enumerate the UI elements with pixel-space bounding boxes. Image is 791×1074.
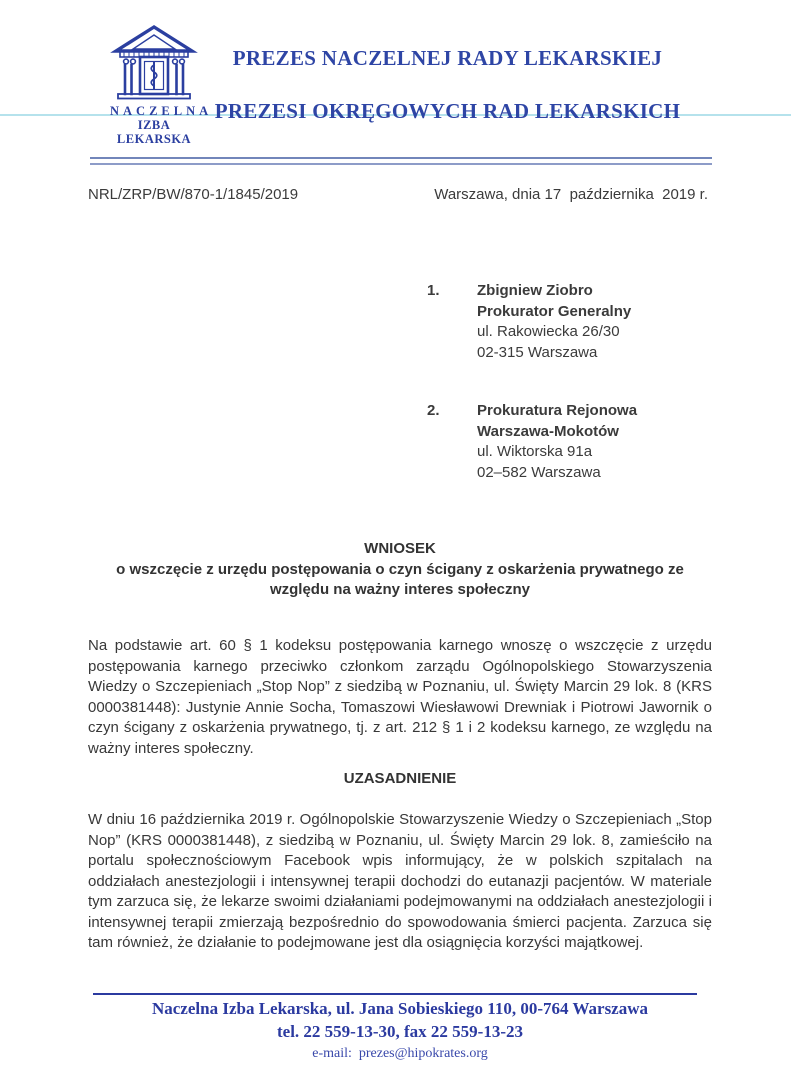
footer-phone-fax: tel. 22 559-13-30, fax 22 559-13-23 — [277, 1021, 523, 1041]
addressee-number: 2. — [427, 402, 440, 419]
subject-title: WNIOSEK — [364, 540, 436, 557]
addressee-block-1 — [427, 281, 631, 363]
body-paragraph-1: Na podstawie art. 60 § 1 kodeksu postępowania karnego wnoszę o wszczęcie z urzędu postępowania karnego przeciwko członkom zarządu Ogólnopolskiego Stowarzyszenia Wiedzy o Szczepieniach „Stop Nop” z siedzibą w Poznaniu, ul. Święty Marcin 29 lok. 8 (KRS 0000381448): Justynie Annie Socha, Tomaszowi Wiesławowi Drewniak i Piotrowi Jawornik o czyn ścigany z oskarżenia prywatnego, tj. z art. 212 § 1 i 2 kodeksu karnego, ze względu na ważny interes społeczny. — [88, 637, 712, 757]
footer-address: Naczelna Izba Lekarska, ul. Jana Sobieskiego 110, 00-764 Warszawa — [151, 999, 649, 1018]
medical-chamber-temple-icon — [110, 24, 198, 102]
subject-block — [88, 539, 712, 601]
addressee-number: 1. — [427, 282, 440, 299]
footer-block — [70, 998, 730, 1064]
addressee-name: Zbigniew Ziobro — [477, 282, 593, 299]
nil-emblem — [106, 24, 213, 146]
place-and-date: Warszawa, dnia 17 października 2019 r. — [434, 186, 708, 203]
addressee-street: ul. Rakowiecka 26/30 — [477, 323, 620, 340]
addressee-title: Warszawa-Mokotów — [477, 422, 619, 440]
reference-number: NRL/ZRP/BW/870-1/1845/2019 — [88, 186, 299, 203]
addressee-name: Prokuratura Rejonowa — [477, 402, 638, 419]
emblem-caption-line2: IZBA LEKARSKA — [116, 118, 192, 146]
addressee-title: Prokurator Generalny — [477, 302, 632, 320]
addressee-city: 02-315 Warszawa — [477, 343, 598, 361]
addressee-block-2 — [427, 401, 637, 483]
footer-email: e-mail: prezes@hipokrates.org — [312, 1046, 488, 1061]
addressee-street: ul. Wiktorska 91a — [477, 443, 593, 460]
meta-row — [88, 186, 708, 203]
letterhead-title-line2: PREZESI OKRĘGOWYCH RAD LEKARSKICH — [214, 99, 681, 123]
body-paragraph-2: W dniu 16 października 2019 r. Ogólnopolskie Stowarzyszenie Wiedzy o Szczepieniach „Stop Nop” (KRS 0000381448), z siedzibą w Poznaniu, ul. Święty Marcin 29 lok. 8, zamieściło na portalu społecznościowym Facebook wpis informujący, że w polskich szpitalach na oddziałach anestezjologii i intensywnej terapii dochodzi do eutanazji pacjentów. W materiale tym zarzuca się, że lekarze swoimi działaniami podejmowanymi na oddziałach anestezjologii i intensywnej terapii zmierzają bezpośrednio do spowodowania śmierci pacjenta. Zarzuca się tam również, że działanie to podejmowane jest dla osiągnięcia korzyści majątkowej. — [88, 811, 712, 951]
addressee-city: 02–582 Warszawa — [477, 463, 601, 481]
letterhead-title-line1: PREZES NACZELNEJ RADY LEKARSKIEJ — [232, 46, 663, 70]
section-heading-uzasadnienie: UZASADNIENIE — [343, 770, 457, 787]
emblem-caption — [106, 104, 213, 146]
emblem-caption-line1: NACZELNA — [110, 104, 213, 118]
subject-subtitle: o wszczęcie z urzędu postępowania o czyn ścigany z oskarżenia prywatnego ze względu na ważny interes społeczny — [116, 560, 684, 598]
header-double-rule — [90, 157, 712, 165]
footer-rule — [93, 993, 697, 995]
